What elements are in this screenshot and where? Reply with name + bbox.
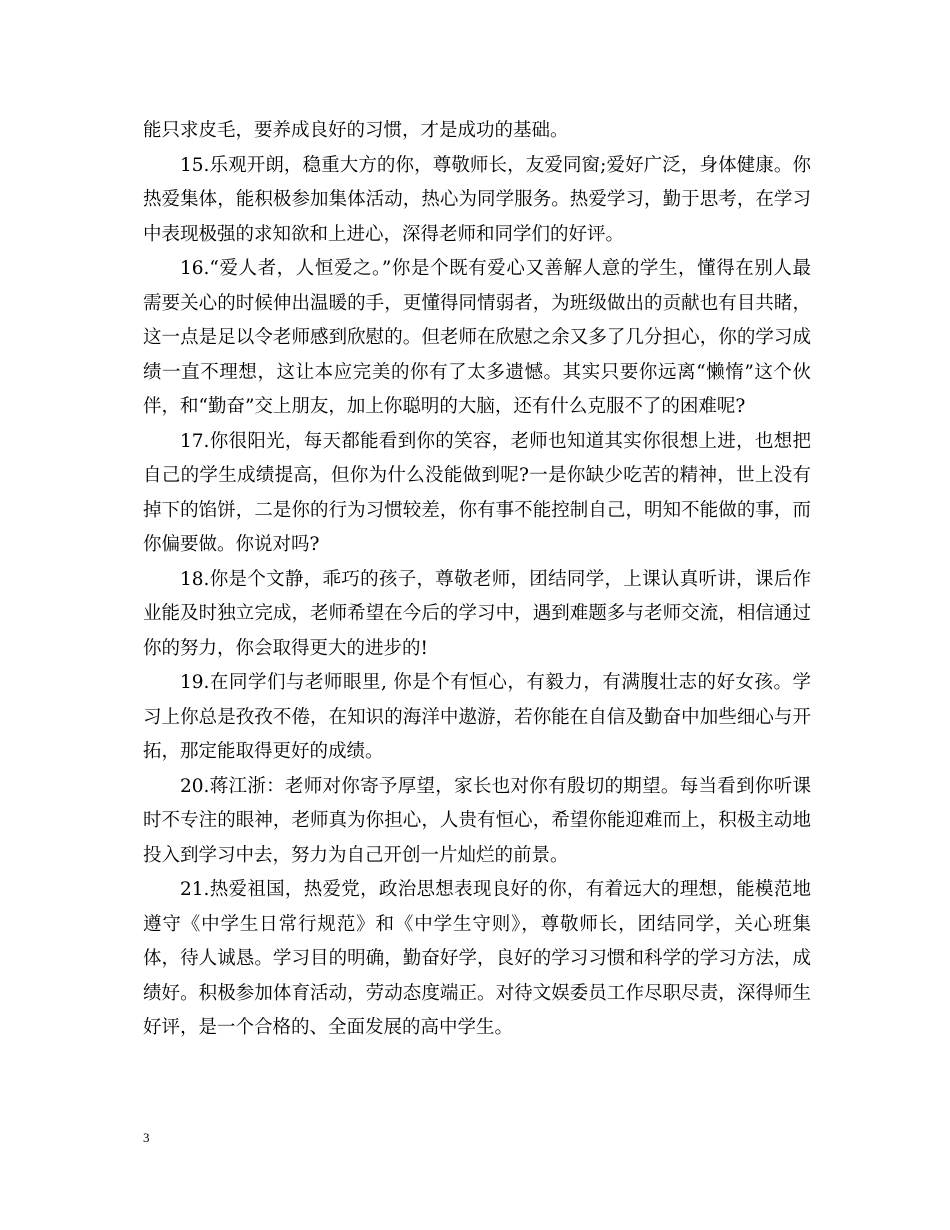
paragraph-17: 17.你很阳光，每天都能看到你的笑容，老师也知道其实你很想上进，也想把自己的学生成绩提高，但你为什么没能做到呢?一是你缺少吃苦的精神，世上没有掉下的馅饼，二是你的行为习惯较差，你有事不能控制自己，明知不能做的事，而你偏要做。你说对吗? [143, 430, 811, 555]
document-body [143, 114, 811, 1046]
paragraph-continuation: 能只求皮毛，要养成良好的习惯，才是成功的基础。 [143, 120, 569, 141]
paragraph-18: 18.你是个文静，乖巧的孩子，尊敬老师，团结同学，上课认真听讲，课后作业能及时独立完成，老师希望在今后的学习中，遇到难题多与老师交流，相信通过你的努力，你会取得更大的进步的! [143, 568, 811, 659]
page-number: 3 [143, 1130, 150, 1145]
paragraph-19: 19.在同学们与老师眼里, 你是个有恒心，有毅力，有满腹壮志的好女孩。学习上你总是孜孜不倦，在知识的海洋中遨游，若你能在自信及勤奋中加些细心与开拓，那定能取得更好的成绩。 [143, 672, 811, 762]
paragraph-15: 15.乐观开朗，稳重大方的你，尊敬师长，友爱同窗;爱好广泛，身体健康。你热爱集体，能积极参加集体活动，热心为同学服务。热爱学习，勤于思考，在学习中表现极强的求知欲和上进心，深得老师和同学们的好评。 [143, 154, 811, 245]
paragraph-16: 16.“爱人者，人恒爱之。”你是个既有爱心又善解人意的学生，懂得在别人最需要关心的时候伸出温暖的手，更懂得同情弱者，为班级做出的贡献也有目共睹，这一点是足以令老师感到欣慰的。但老师在欣慰之余又多了几分担心，你的学习成绩一直不理想，这让本应完美的你有了太多遗憾。其实只要你远离“懒惰”这个伙伴，和“勤奋”交上朋友，加上你聪明的大脑，还有什么克服不了的困难呢? [143, 258, 811, 417]
paragraph-20: 20.蒋江浙：老师对你寄予厚望，家长也对你有殷切的期望。每当看到你听课时不专注的眼神，老师真为你担心，人贵有恒心，希望你能迎难而上，积极主动地投入到学习中去，努力为自己开创一片灿烂的前景。 [143, 775, 811, 866]
paragraph-21: 21.热爱祖国，热爱党，政治思想表现良好的你，有着远大的理想，能模范地遵守《中学生日常行规范》和《中学生守则》，尊敬师长，团结同学，关心班集体，待人诚恳。学习目的明确，勤奋好学，良好的学习习惯和科学的学习方法，成绩好。积极参加体育活动，劳动态度端正。对待文娱委员工作尽职尽责，深得师生好评，是一个合格的、全面发展的高中学生。 [143, 879, 811, 1038]
